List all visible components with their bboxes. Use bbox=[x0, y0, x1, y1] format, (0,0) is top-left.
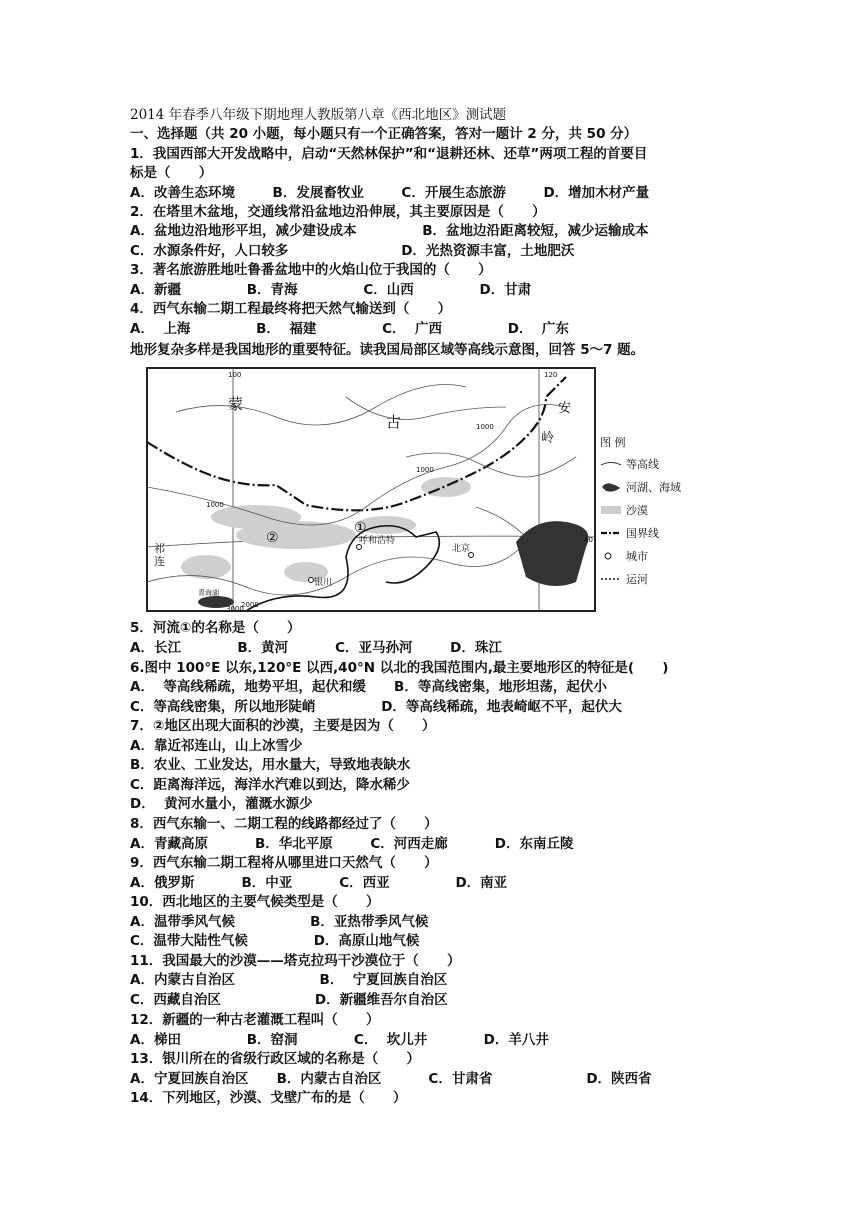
doc-title: 2014 年春季八年级下期地理人教版第八章《西北地区》测试题 bbox=[130, 107, 507, 123]
city-label-beijing: 北京 bbox=[452, 544, 471, 554]
answer-options: A．新疆 B．青海 C．山西 D．甘肃 bbox=[130, 282, 532, 298]
water-symbol-icon bbox=[600, 481, 622, 493]
answer-options: A．改善生态环境 B．发展畜牧业 C．开展生态旅游 D．增加木材产量 bbox=[130, 185, 650, 201]
answer-options: C．西藏自治区 D．新疆维吾尔自治区 bbox=[130, 992, 448, 1008]
answer-options: C．水源条件好，人口较多 D．光热资源丰富，土地肥沃 bbox=[130, 243, 575, 259]
desert-symbol-icon bbox=[600, 505, 622, 515]
answer-options: A．盆地边沿地形平坦，减少建设成本 B．盆地边沿距离较短，减少运输成本 bbox=[130, 223, 649, 239]
answer-option: A．靠近祁连山，山上冰雪少 bbox=[130, 738, 303, 754]
answer-options: A． 等高线稀疏，地势平坦，起伏和缓 B．等高线密集，地形坦荡，起伏小 bbox=[130, 679, 607, 695]
contour-value-label: 1000 bbox=[206, 501, 224, 509]
parallel-label-40: 40 bbox=[584, 536, 593, 544]
question-line: 3．著名旅游胜地吐鲁番盆地中的火焰山位于我国的（ ） bbox=[130, 262, 492, 278]
circle-label-1: ① bbox=[354, 520, 367, 536]
question-line: 1．我国西部大开发战略中，启动“天然林保护”和“退耕还林、还草”两项工程的首要目 bbox=[130, 146, 648, 162]
map-intro: 地形复杂多样是我国地形的重要特征。读我国局部区域等高线示意图，回答 5～7 题。 bbox=[130, 342, 645, 358]
question-line: 5．河流①的名称是（ ） bbox=[130, 620, 301, 636]
city-yinchuan-marker bbox=[309, 578, 314, 583]
lake-label: 青海湖 bbox=[198, 589, 219, 597]
label-qi: 祁 bbox=[154, 542, 165, 555]
contour-value-label: 2000 bbox=[241, 601, 259, 609]
answer-options: A． 上海 B． 福建 C． 广西 D． 广东 bbox=[130, 321, 569, 337]
question-line: 7．②地区出现大面积的沙漠，主要是因为（ ） bbox=[130, 718, 436, 734]
city-label-yinchuan: 银川 bbox=[314, 578, 333, 588]
answer-options: A．青藏高原 B．华北平原 C．河西走廊 D．东南丘陵 bbox=[130, 836, 574, 852]
answer-options: A．长江 B．黄河 C．亚马孙河 D．珠江 bbox=[130, 640, 502, 656]
contour-map bbox=[146, 367, 596, 612]
answer-options: A．温带季风气候 B．亚热带季风气候 bbox=[130, 914, 429, 930]
question-line: 2．在塔里木盆地，交通线常沿盆地边沿伸展，其主要原因是（ ） bbox=[130, 204, 546, 220]
question-line: 12．新疆的一种古老灌溉工程叫（ ） bbox=[130, 1012, 380, 1028]
label-lian: 连 bbox=[154, 555, 165, 568]
question-line: 8．西气东输一、二期工程的线路都经过了（ ） bbox=[130, 816, 438, 832]
question-line: 11．我国最大的沙漠——塔克拉玛干沙漠位于（ ） bbox=[130, 953, 461, 969]
contour-value-label: 3000 bbox=[226, 605, 244, 612]
label-mong: 蒙 bbox=[228, 395, 244, 413]
contour-symbol-icon bbox=[600, 459, 622, 469]
question-line: 6.图中 100°E 以东,120°E 以西,40°N 以北的我国范围内,最主要地形区的特征是( ) bbox=[130, 660, 669, 676]
question-line: 13．银川所在的省级行政区域的名称是（ ） bbox=[130, 1051, 420, 1067]
border-symbol-icon bbox=[600, 528, 622, 538]
legend-water: 河湖、海域 bbox=[600, 477, 681, 497]
answer-options: A．俄罗斯 B．中亚 C．西亚 D．南亚 bbox=[130, 875, 508, 891]
answer-options: C．等高线密集，所以地形陡峭 D．等高线稀疏，地表崎岖不平，起伏大 bbox=[130, 699, 622, 715]
question-line: 9．西气东输二期工程将从哪里进口天然气（ ） bbox=[130, 855, 438, 871]
meridian-label-100: 100 bbox=[228, 371, 242, 379]
legend-canal: 运河 bbox=[600, 569, 648, 589]
answer-options: C．温带大陆性气候 D．高原山地气候 bbox=[130, 933, 420, 949]
answer-options: A．宁夏回族自治区 B．内蒙古自治区 C．甘肃省 D．陕西省 bbox=[130, 1071, 652, 1087]
canal-symbol-icon bbox=[600, 574, 622, 584]
legend-city: 城市 bbox=[600, 546, 648, 566]
meridian-label-120: 120 bbox=[544, 371, 558, 379]
legend-border: 国界线 bbox=[600, 523, 659, 543]
answer-option: D． 黄河水量小，灌溉水源少 bbox=[130, 796, 313, 812]
city-symbol-icon bbox=[600, 551, 622, 561]
legend-contour: 等高线 bbox=[600, 454, 659, 474]
question-line: 14．下列地区，沙漠、戈壁广布的是（ ） bbox=[130, 1090, 407, 1106]
legend-title: 图 例 bbox=[600, 436, 626, 449]
contour-value-label: 1000 bbox=[416, 466, 434, 474]
label-ling: 岭 bbox=[541, 431, 555, 446]
question-line: 4．西气东输二期工程最终将把天然气输送到（ ） bbox=[130, 301, 452, 317]
circle-label-2: ② bbox=[266, 530, 279, 546]
answer-options: A．内蒙古自治区 B． 宁夏回族自治区 bbox=[130, 972, 448, 988]
answer-option: B．农业、工业发达，用水量大，导致地表缺水 bbox=[130, 757, 411, 773]
label-gu: 古 bbox=[386, 413, 402, 431]
question-line: 10．西北地区的主要气候类型是（ ） bbox=[130, 894, 380, 910]
legend-desert: 沙漠 bbox=[600, 500, 648, 520]
city-label-hohhot: 呼和浩特 bbox=[359, 536, 396, 546]
section-heading: 一、选择题（共 20 小题，每小题只有一个正确答案，答对一题计 2 分，共 50 分） bbox=[130, 126, 638, 142]
contour-value-label: 1000 bbox=[476, 423, 494, 431]
label-an: 安 bbox=[558, 401, 572, 416]
question-line: 标是（ ） bbox=[130, 165, 213, 181]
answer-option: C．距离海洋远，海洋水汽难以到达，降水稀少 bbox=[130, 777, 410, 793]
answer-options: A．梯田 B．窑洞 C． 坎儿井 D．羊八井 bbox=[130, 1032, 549, 1048]
